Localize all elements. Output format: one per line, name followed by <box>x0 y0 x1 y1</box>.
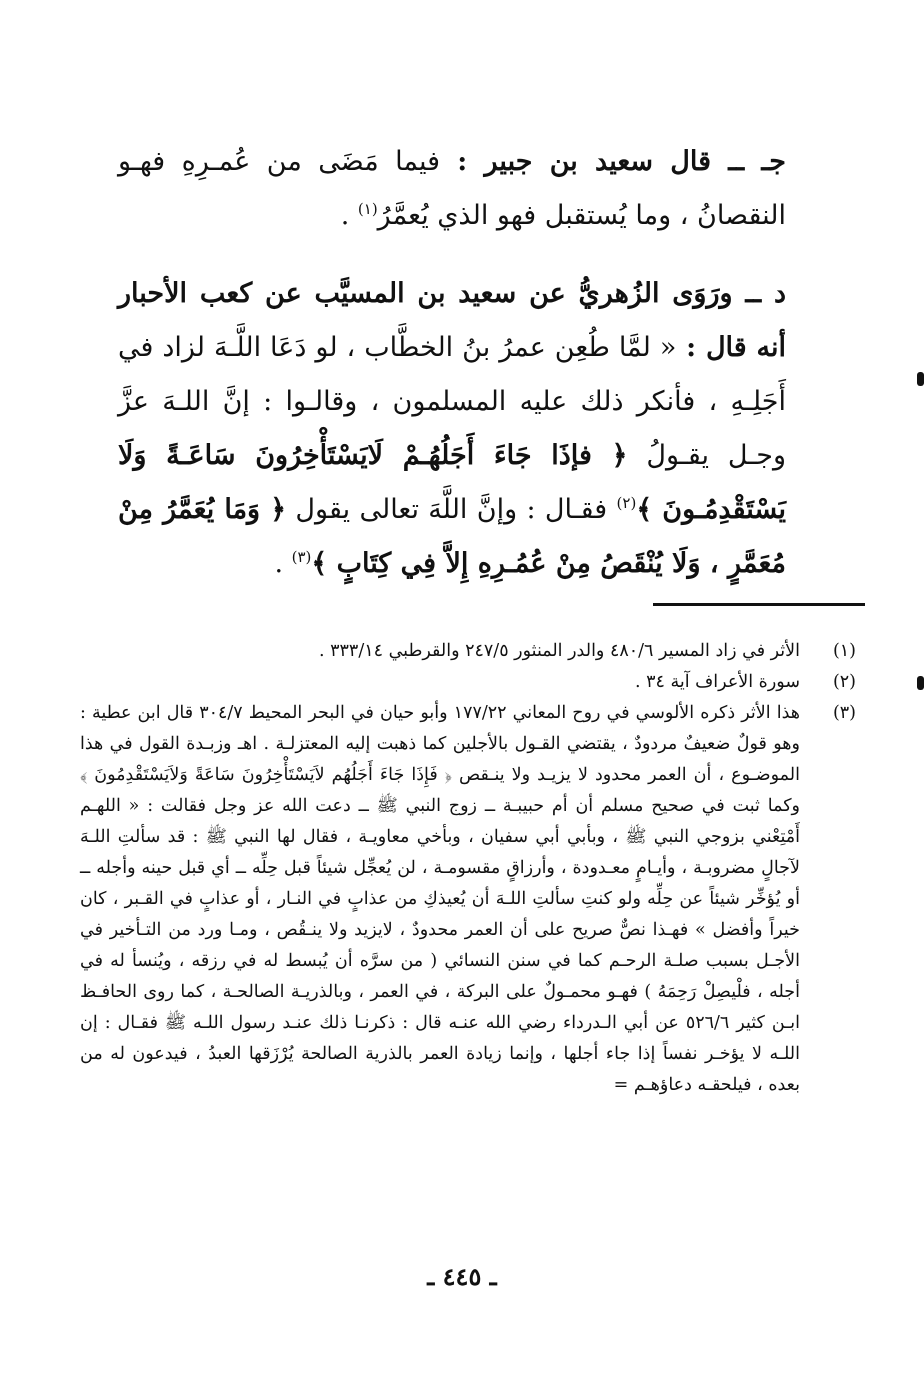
paragraph-d-mid: فقـال : وإنَّ اللَّهَ تعالى يقول <box>286 494 617 525</box>
footnote <box>80 636 856 667</box>
margin-mark <box>917 372 924 386</box>
paragraph-d <box>118 267 786 591</box>
margin-mark <box>917 676 924 690</box>
quran-verse-1: ﴿ فإذَا جَاءَ أَجَلُهُـمْ لَايَسْتَأْخِرُونَ سَاعَـةً وَلَا يَسْتَقْدِمُـونَ ﴾ <box>118 440 787 525</box>
footnote-text: الأثر في زاد المسير ٤٨٠/٦ والدر المنثور ٢٤٧/٥ والقرطبي ٣٣٣/١٤ . <box>318 641 800 661</box>
paragraph-d-quote: « لمَّا طُعِن عمرُ بنُ الخطَّاب ، لو دَعَا اللَّـهَ لزاد في أَجَلِـهِ ، فأنكر ذلك عليه المسلمون ، وقالـوا : إنَّ اللـهَ عزَّ وجـل يقـولُ <box>118 332 787 471</box>
footnote-ref-1[interactable]: (١) <box>357 200 378 218</box>
paragraph-c-lead: جـ ــ قال سعيد بن جبير : <box>440 146 786 177</box>
footnote-number: (١) <box>832 641 856 661</box>
paragraph-d-end: . <box>274 548 292 579</box>
page-number: ـ ٤٤٥ ـ <box>427 1262 497 1291</box>
footnote <box>80 667 856 698</box>
footnote-text: سورة الأعراف آية ٣٤ . <box>634 672 800 692</box>
paragraph-c-text: فيما مَضَى من عُمـرِهِ فهـو النقصانُ ، وما يُستقبل فهو الذي يُعمَّرُ <box>118 146 786 231</box>
footnote-ref-3[interactable]: (٣) <box>291 548 312 566</box>
main-text <box>118 135 786 591</box>
footnote-separator <box>653 603 865 606</box>
footnote-ref-2[interactable]: (٢) <box>616 494 637 512</box>
quran-verse-2: ﴿ وَمَا يُعَمَّرُ مِنْ مُعَمَّرٍ ، وَلَا يُنْقَصُ مِنْ عُمُـرِهِ إِلاَّ فِي كِتَابٍ ﴾ <box>118 494 786 579</box>
footnote-number: (٢) <box>832 672 856 692</box>
footnote-text: هذا الأثر ذكره الألوسي في روح المعاني ١٧٧/٢٢ وأبو حيان في البحر المحيط ٣٠٤/٧ قال ابن عطية : وهو قولٌ ضعيفٌ مردودٌ ، يقتضي القـول بالأجلين كما ذهبت إليه المعتزلـة . اهـ وزبـدة القول في هذا الموضـوع ، أن العمر محدود لا يزيـد ولا ينـقص ﴿ فَإِذَا جَاءَ أَجَلُهُم لاَيَسْتَأْخِرُونَ سَاعَةً وَلاَيَسْتَقْدِمُونَ ﴾ وكما ثبت في صحيح مسلم أن أم حبيبـة ــ زوج النبي ﷺ ــ دعت الله عز وجل فقالت : « اللهـم أَمْتِعْني بزوجي النبي ﷺ ، وبأبي أبي سفيان ، وبأخي معاويـة ، فقال لها النبي ﷺ : قد سألتِ اللـهَ لآجالٍ مضروبـة ، وأيـامٍ معـدودة ، وأرزاقٍ مقسومـة ، لن يُعجِّل شيئاً قبل حِلِّه ــ أي قبل حينه وأجله ــ أو يُؤخِّر شيئاً عن حِلِّه ولو كنتِ سألتِ اللـهَ أن يُعيذكِ من عذابٍ في النـار ، أو عذابٍ في القـبر ، كان خيراً وأفضل » فهـذا نصٌّ صريح على أن العمر محدودٌ ، لايزيد ولا ينـقُص ، ومـا ورد من التـأخير في الأجـل بسبب صلـة الرحـم كما في سنن النسائي ( من سرَّه أن يُبسط له في رزقه ، ويُنسأ له في أجله ، فلْيصِلْ رَحِمَهُ ) فهـو محمـولٌ على البركة ، في العمر ، وبالذريـة الصالحـة ، كما روى الحافـظ ابـن كثير ٥٢٦/٦ عن أبي الـدرداء رضي الله عنـه قال : ذكرنـا ذلك عنـد رسول اللـه ﷺ فقـال : إن اللـه لا يؤخـر نفساً إذا جاء أجلها ، وإنما زيادة العمر بالذرية الصالحة يُرْزَقها العبدُ ، فيدعون له من بعده ، فيلحقـه دعاؤهـم = <box>80 703 801 1095</box>
paragraph-d-lead: د ــ ورَوَى الزُهريُّ عن سعيد بن المسيَّب عن كعب الأحبار أنه قال : <box>118 278 786 363</box>
footnote-number: (٣) <box>832 703 856 723</box>
footnote <box>80 698 856 1101</box>
footnotes <box>80 636 856 1101</box>
paragraph-c-end: . <box>340 200 358 231</box>
paragraph-c <box>118 135 786 243</box>
